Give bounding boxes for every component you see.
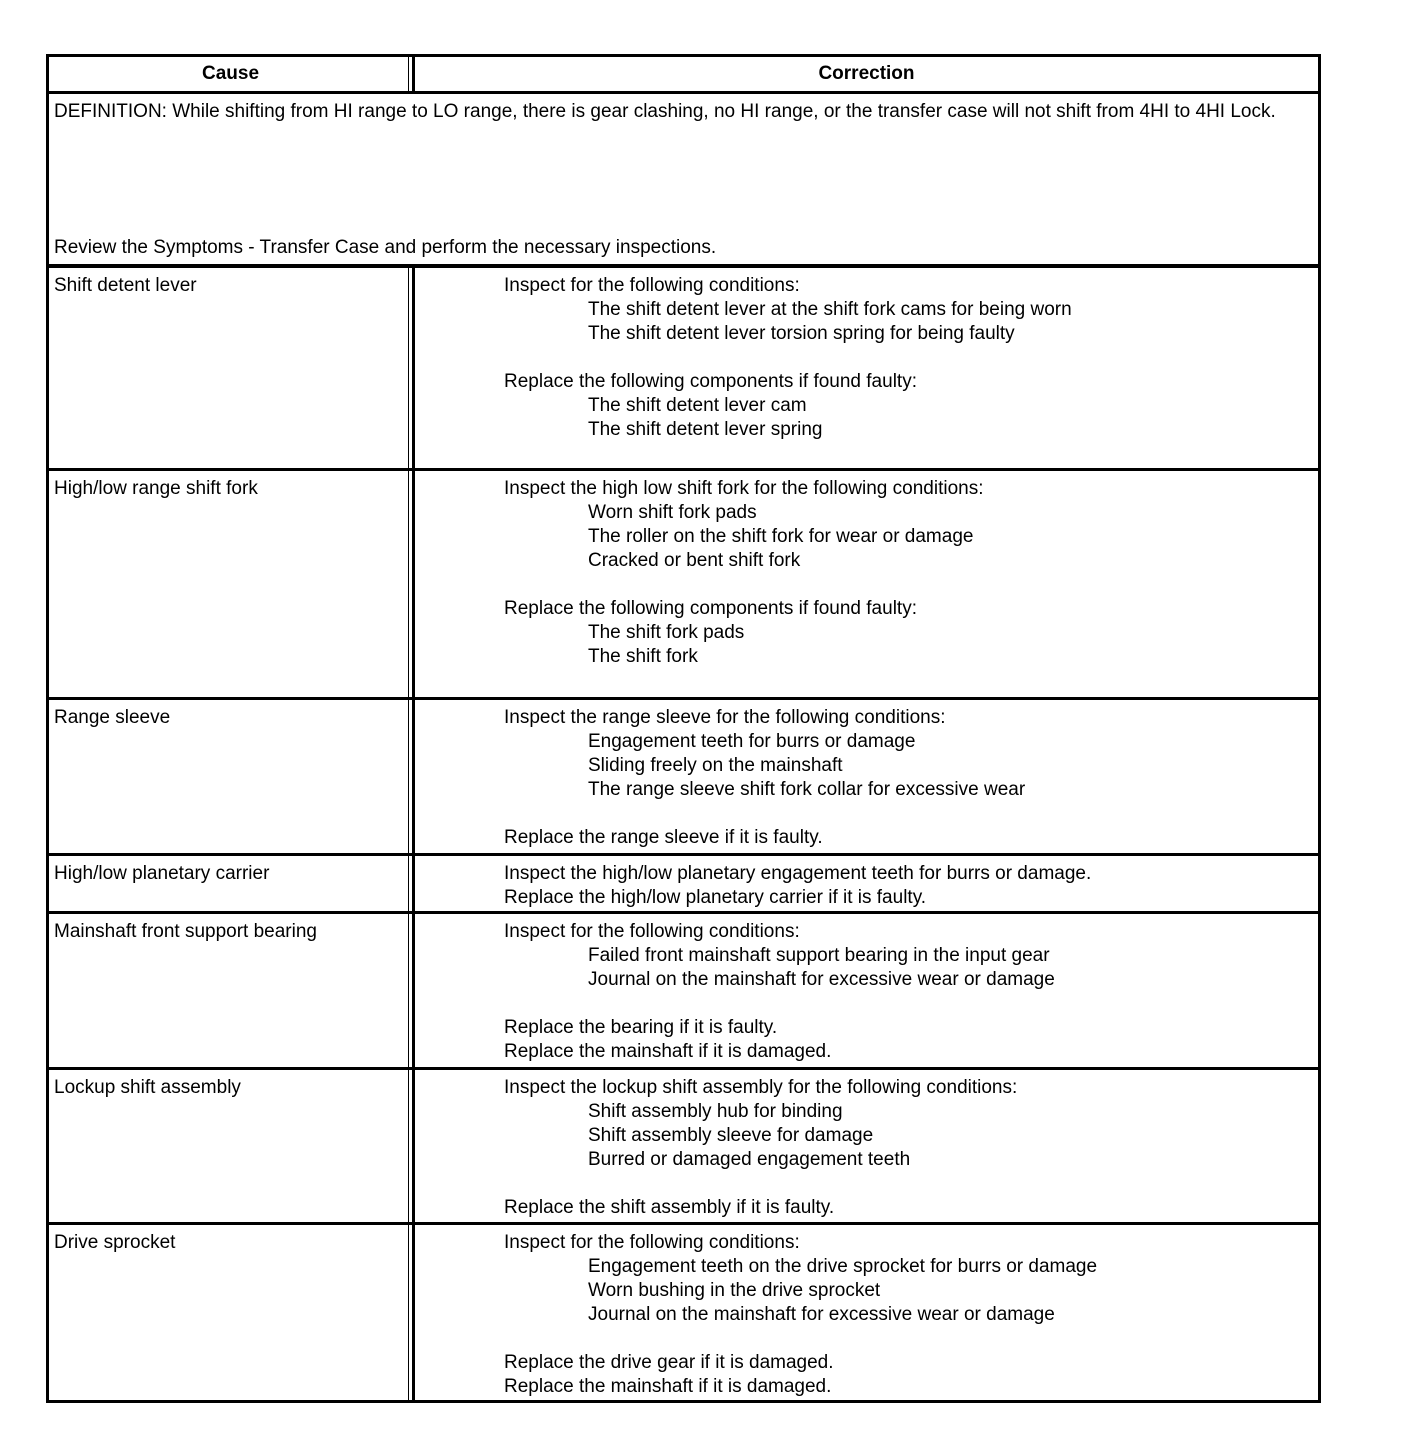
cause-cell bbox=[49, 914, 415, 1067]
inspection-item: Sliding freely on the mainshaft bbox=[588, 755, 843, 776]
cause-row bbox=[49, 856, 1318, 914]
inspection-item: Journal on the mainshaft for excessive wear or damage bbox=[588, 969, 1055, 990]
inspection-item: The shift detent lever cam bbox=[588, 395, 807, 416]
inspection-item: Shift assembly hub for binding bbox=[588, 1101, 843, 1122]
cause-text: Range sleeve bbox=[54, 707, 171, 728]
correction-lines bbox=[504, 706, 1025, 850]
correction-cell bbox=[415, 856, 1318, 911]
correction-line: Replace the shift assembly if it is faulty. bbox=[504, 1197, 835, 1218]
inspection-item: The shift detent lever at the shift fork cams for being worn bbox=[588, 299, 1072, 320]
correction-line: Inspect the high/low planetary engagement teeth for burrs or damage. bbox=[504, 863, 1092, 884]
inspection-item: The shift detent lever torsion spring for being faulty bbox=[588, 323, 1015, 344]
correction-line: Replace the range sleeve if it is faulty. bbox=[504, 827, 823, 848]
correction-line: Replace the high/low planetary carrier if it is faulty. bbox=[504, 887, 927, 908]
correction-line: Replace the following components if found faulty: bbox=[504, 371, 917, 392]
cause-row bbox=[49, 1070, 1318, 1225]
cause-header: Cause bbox=[49, 57, 415, 91]
inspection-item: Worn shift fork pads bbox=[588, 502, 757, 523]
correction-line: Replace the following components if found faulty: bbox=[504, 598, 917, 619]
correction-line: Replace the mainshaft if it is damaged. bbox=[504, 1376, 832, 1397]
correction-line: Inspect for the following conditions: bbox=[504, 921, 800, 942]
cause-row bbox=[49, 1225, 1318, 1400]
inspection-item: Worn bushing in the drive sprocket bbox=[588, 1280, 881, 1301]
cause-cell bbox=[49, 268, 415, 468]
cause-row bbox=[49, 268, 1318, 471]
cause-cell bbox=[49, 700, 415, 853]
blank-line bbox=[504, 1327, 1097, 1351]
correction-cell bbox=[415, 268, 1318, 468]
blank-line bbox=[504, 346, 1072, 370]
correction-line: Inspect the lockup shift assembly for the following conditions: bbox=[504, 1077, 1018, 1098]
inspection-item: The roller on the shift fork for wear or damage bbox=[588, 526, 974, 547]
cause-text: Shift detent lever bbox=[54, 275, 197, 296]
correction-line: Replace the mainshaft if it is damaged. bbox=[504, 1041, 832, 1062]
cause-text: High/low planetary carrier bbox=[54, 863, 270, 884]
cause-text: Mainshaft front support bearing bbox=[54, 921, 317, 942]
cause-cell bbox=[49, 471, 415, 697]
correction-cell bbox=[415, 1070, 1318, 1222]
inspection-item: The shift fork bbox=[588, 646, 698, 667]
correction-line: Inspect the range sleeve for the following conditions: bbox=[504, 707, 946, 728]
cause-row bbox=[49, 914, 1318, 1070]
correction-line: Inspect for the following conditions: bbox=[504, 275, 800, 296]
blank-line bbox=[504, 802, 1025, 826]
cause-cell bbox=[49, 1070, 415, 1222]
correction-line: Replace the bearing if it is faulty. bbox=[504, 1017, 778, 1038]
correction-lines bbox=[504, 477, 983, 669]
correction-cell bbox=[415, 914, 1318, 1067]
review-instruction: Review the Symptoms - Transfer Case and perform the necessary inspections. bbox=[54, 237, 717, 258]
blank-line bbox=[504, 1172, 1017, 1196]
inspection-item: Journal on the mainshaft for excessive wear or damage bbox=[588, 1304, 1055, 1325]
correction-lines bbox=[504, 1076, 1017, 1220]
inspection-item: Engagement teeth for burrs or damage bbox=[588, 731, 916, 752]
inspection-item: Engagement teeth on the drive sprocket for burrs or damage bbox=[588, 1256, 1098, 1277]
cause-cell bbox=[49, 856, 415, 911]
correction-header: Correction bbox=[818, 63, 915, 84]
cause-cell bbox=[49, 1225, 415, 1400]
inspection-item: Cracked or bent shift fork bbox=[588, 550, 801, 571]
inspection-item: Burred or damaged engagement teeth bbox=[588, 1149, 911, 1170]
header-row bbox=[49, 57, 1318, 94]
definition-row bbox=[49, 94, 1318, 268]
correction-cell bbox=[415, 1225, 1318, 1400]
inspection-item: The range sleeve shift fork collar for excessive wear bbox=[588, 779, 1026, 800]
correction-lines bbox=[504, 920, 1055, 1064]
correction-line: Inspect for the following conditions: bbox=[504, 1232, 800, 1253]
correction-line: Replace the drive gear if it is damaged. bbox=[504, 1352, 834, 1373]
cause-text: High/low range shift fork bbox=[54, 478, 258, 499]
correction-lines bbox=[504, 274, 1072, 442]
diagnosis-table bbox=[46, 54, 1321, 1403]
cause-row bbox=[49, 700, 1318, 856]
inspection-item: The shift fork pads bbox=[588, 622, 745, 643]
inspection-item: Failed front mainshaft support bearing in the input gear bbox=[588, 945, 1050, 966]
correction-line: Inspect the high low shift fork for the following conditions: bbox=[504, 478, 984, 499]
inspection-item: The shift detent lever spring bbox=[588, 419, 823, 440]
cause-text: Lockup shift assembly bbox=[54, 1077, 241, 1098]
cause-row bbox=[49, 471, 1318, 700]
blank-line bbox=[504, 573, 983, 597]
definition-text: DEFINITION: While shifting from HI range to LO range, there is gear clashing, no HI range, or the transfer case will not shift from 4HI to 4HI Lock. bbox=[54, 101, 1276, 122]
inspection-item: Shift assembly sleeve for damage bbox=[588, 1125, 874, 1146]
cause-text: Drive sprocket bbox=[54, 1232, 176, 1253]
correction-lines bbox=[504, 862, 1091, 910]
correction-lines bbox=[504, 1231, 1097, 1399]
correction-cell bbox=[415, 471, 1318, 697]
correction-cell bbox=[415, 700, 1318, 853]
blank-line bbox=[504, 992, 1055, 1016]
